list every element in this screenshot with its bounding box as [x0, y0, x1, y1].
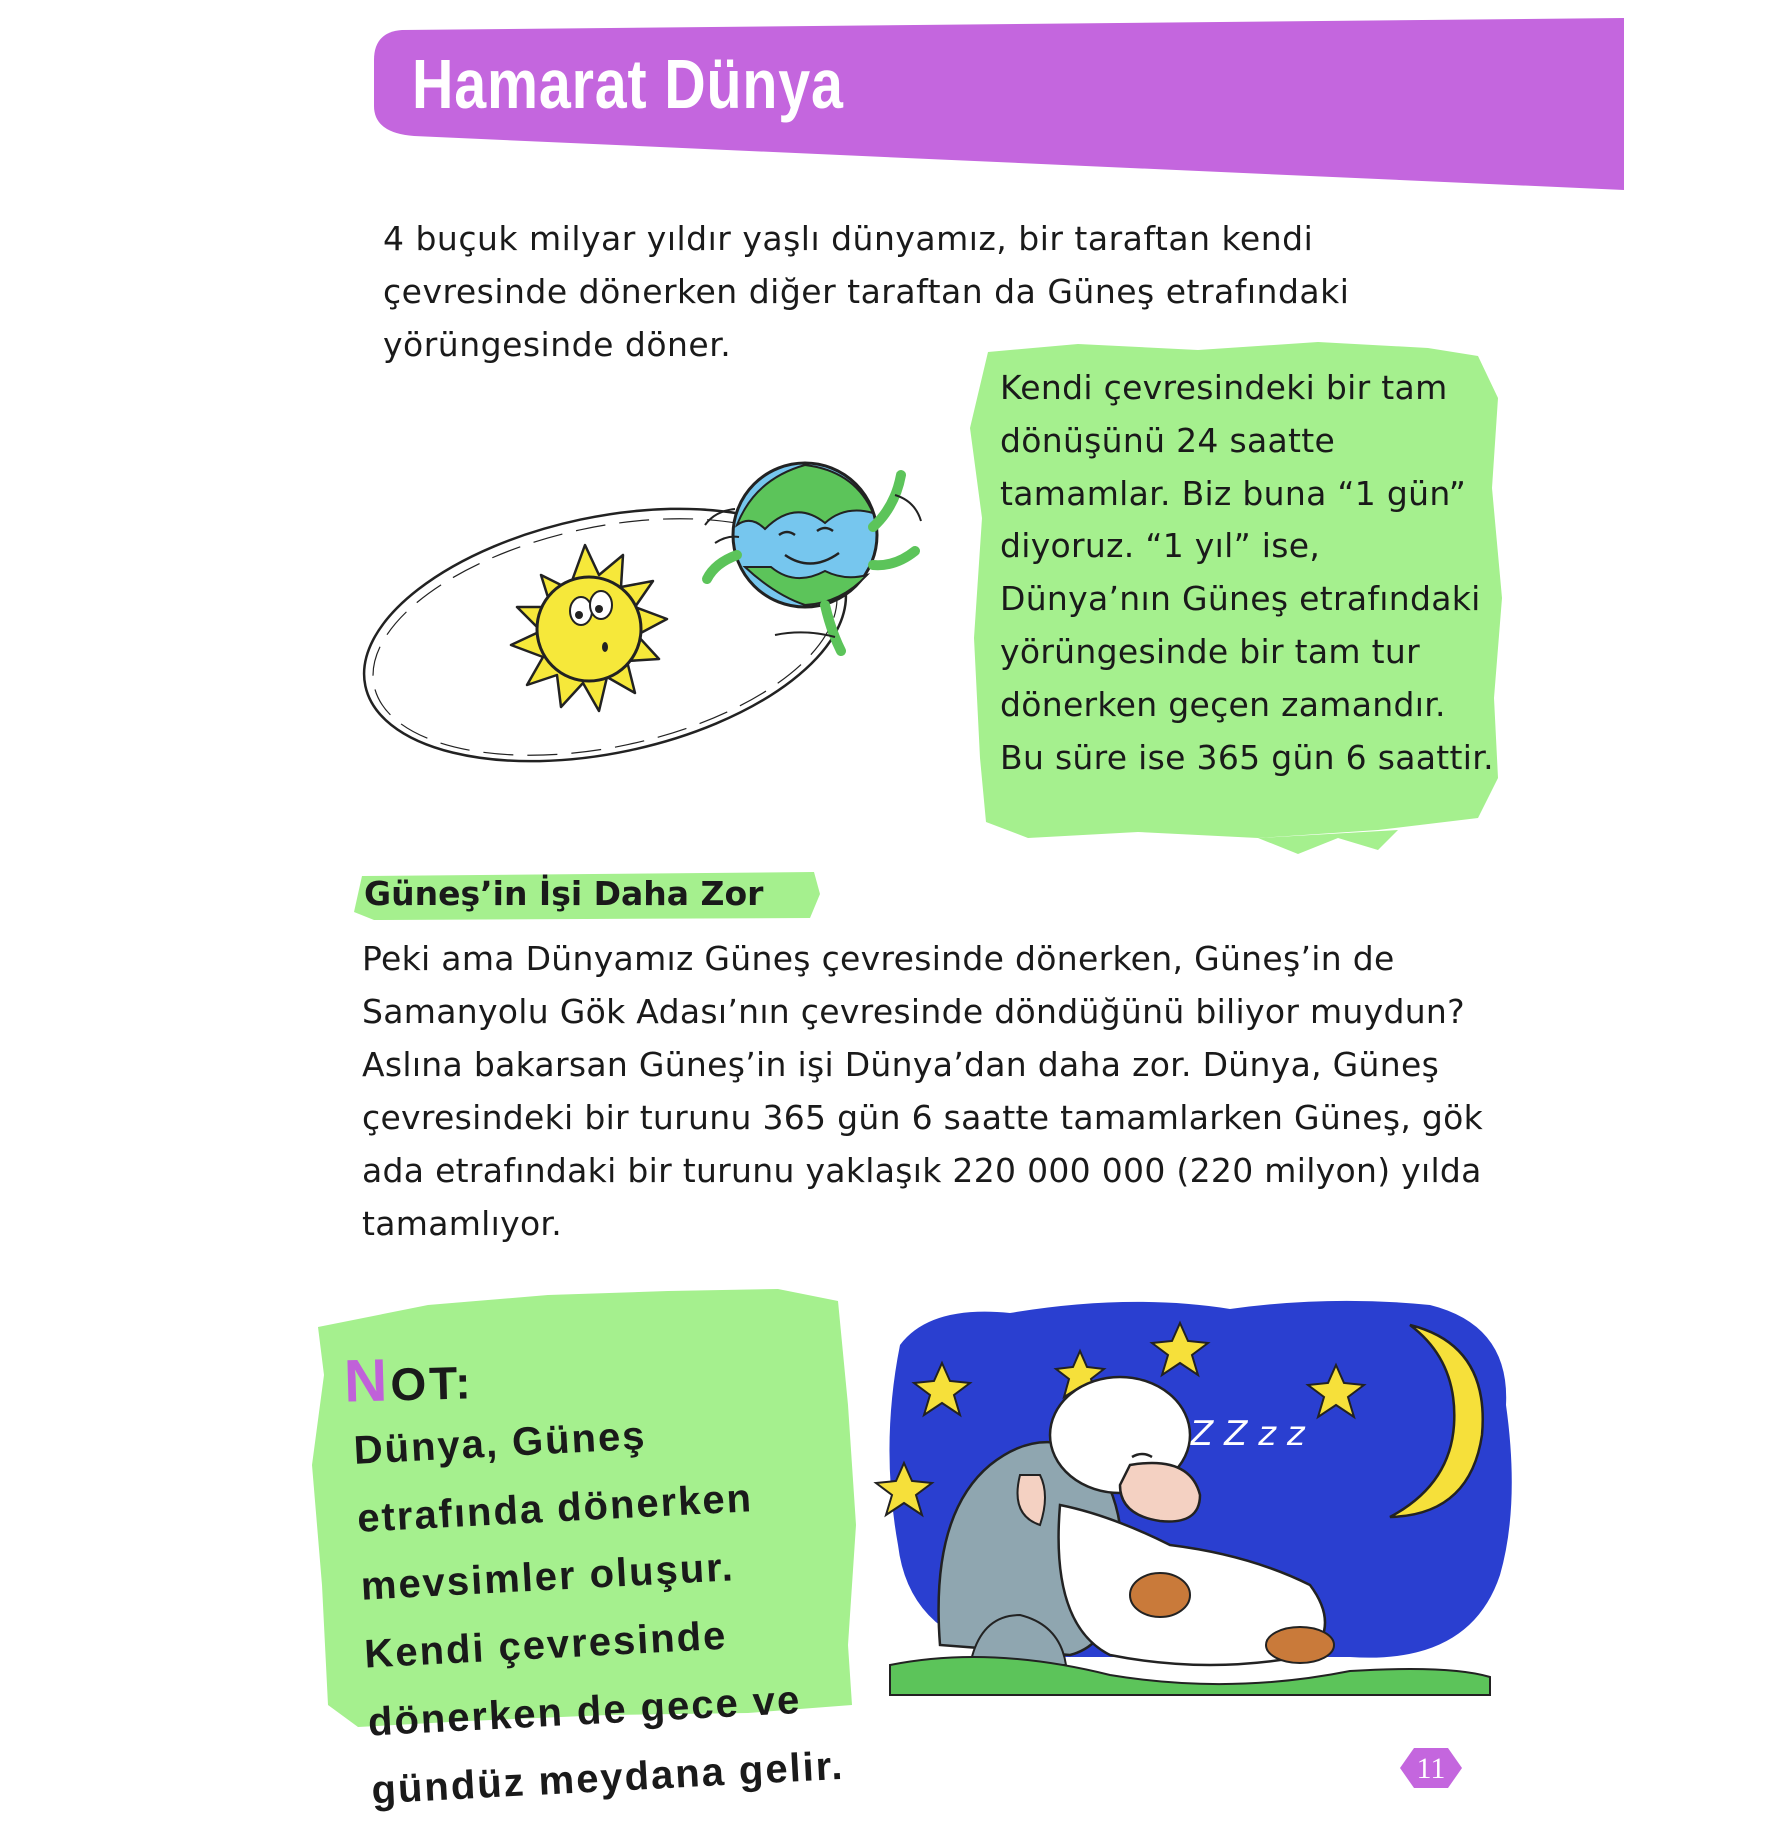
sleeping-sheep-icon [870, 1285, 1520, 1705]
page-number: 11 [1416, 1752, 1446, 1785]
note-title-rest: OT: [389, 1356, 475, 1411]
page-number-badge [1400, 1748, 1462, 1788]
sleep-sound-text: Z Z z z [1190, 1414, 1305, 1454]
section-heading-highlight [354, 868, 824, 922]
rotation-info-text: Kendi çevresindeki bir tam dönüşünü 24 saatte tamamlar. Biz buna “1 gün” diyoruz. “1 yıl” ise, Dünya’nın Güneş etrafındaki yörüngesinde bir tam tur dönerken geçen zamandır. Bu süre ise 365 gün 6 saattir. [1000, 368, 1494, 777]
intro-paragraph: 4 buçuk milyar yıldır yaşlı dünyamız, bir taraftan kendi çevresinde dönerken diğer taraftan da Güneş etrafındaki yörüngesinde döner. [383, 219, 1350, 364]
note-text: Dünya, Güneş etrafında dönerken mevsimler oluşur. Kendi çevresinde dönerken de gece ve gündüz meydana gelir. [352, 1413, 846, 1813]
page-title: Hamarat Dünya [412, 45, 844, 123]
section-paragraph: Peki ama Dünyamız Güneş çevresinde dönerken, Güneş’in de Samanyolu Gök Adası’nın çevresinde döndüğünü biliyor muydun? Aslına bakarsan Güneş’in işi Dünya’dan daha zor. Dünya, Güneş çevresindeki bir turunu 365 gün 6 saatte tamamlarken Güneş, gök ada etrafındaki bir turunu yaklaşık 220 000 000 (220 milyon) yılda tamamlıyor. [362, 939, 1484, 1243]
orbit-illustration [355, 455, 965, 775]
earth-icon [705, 463, 921, 651]
section-heading: Güneş’in İşi Daha Zor [364, 874, 764, 913]
sleep-illustration [870, 1285, 1520, 1705]
note-title-initial: N [343, 1346, 392, 1415]
note-title [343, 1343, 474, 1415]
note-box [308, 1285, 860, 1813]
rotation-info-box [958, 338, 1510, 858]
sun-earth-orbit-icon [355, 455, 965, 775]
sun-icon [511, 545, 667, 711]
title-banner [374, 18, 1624, 190]
